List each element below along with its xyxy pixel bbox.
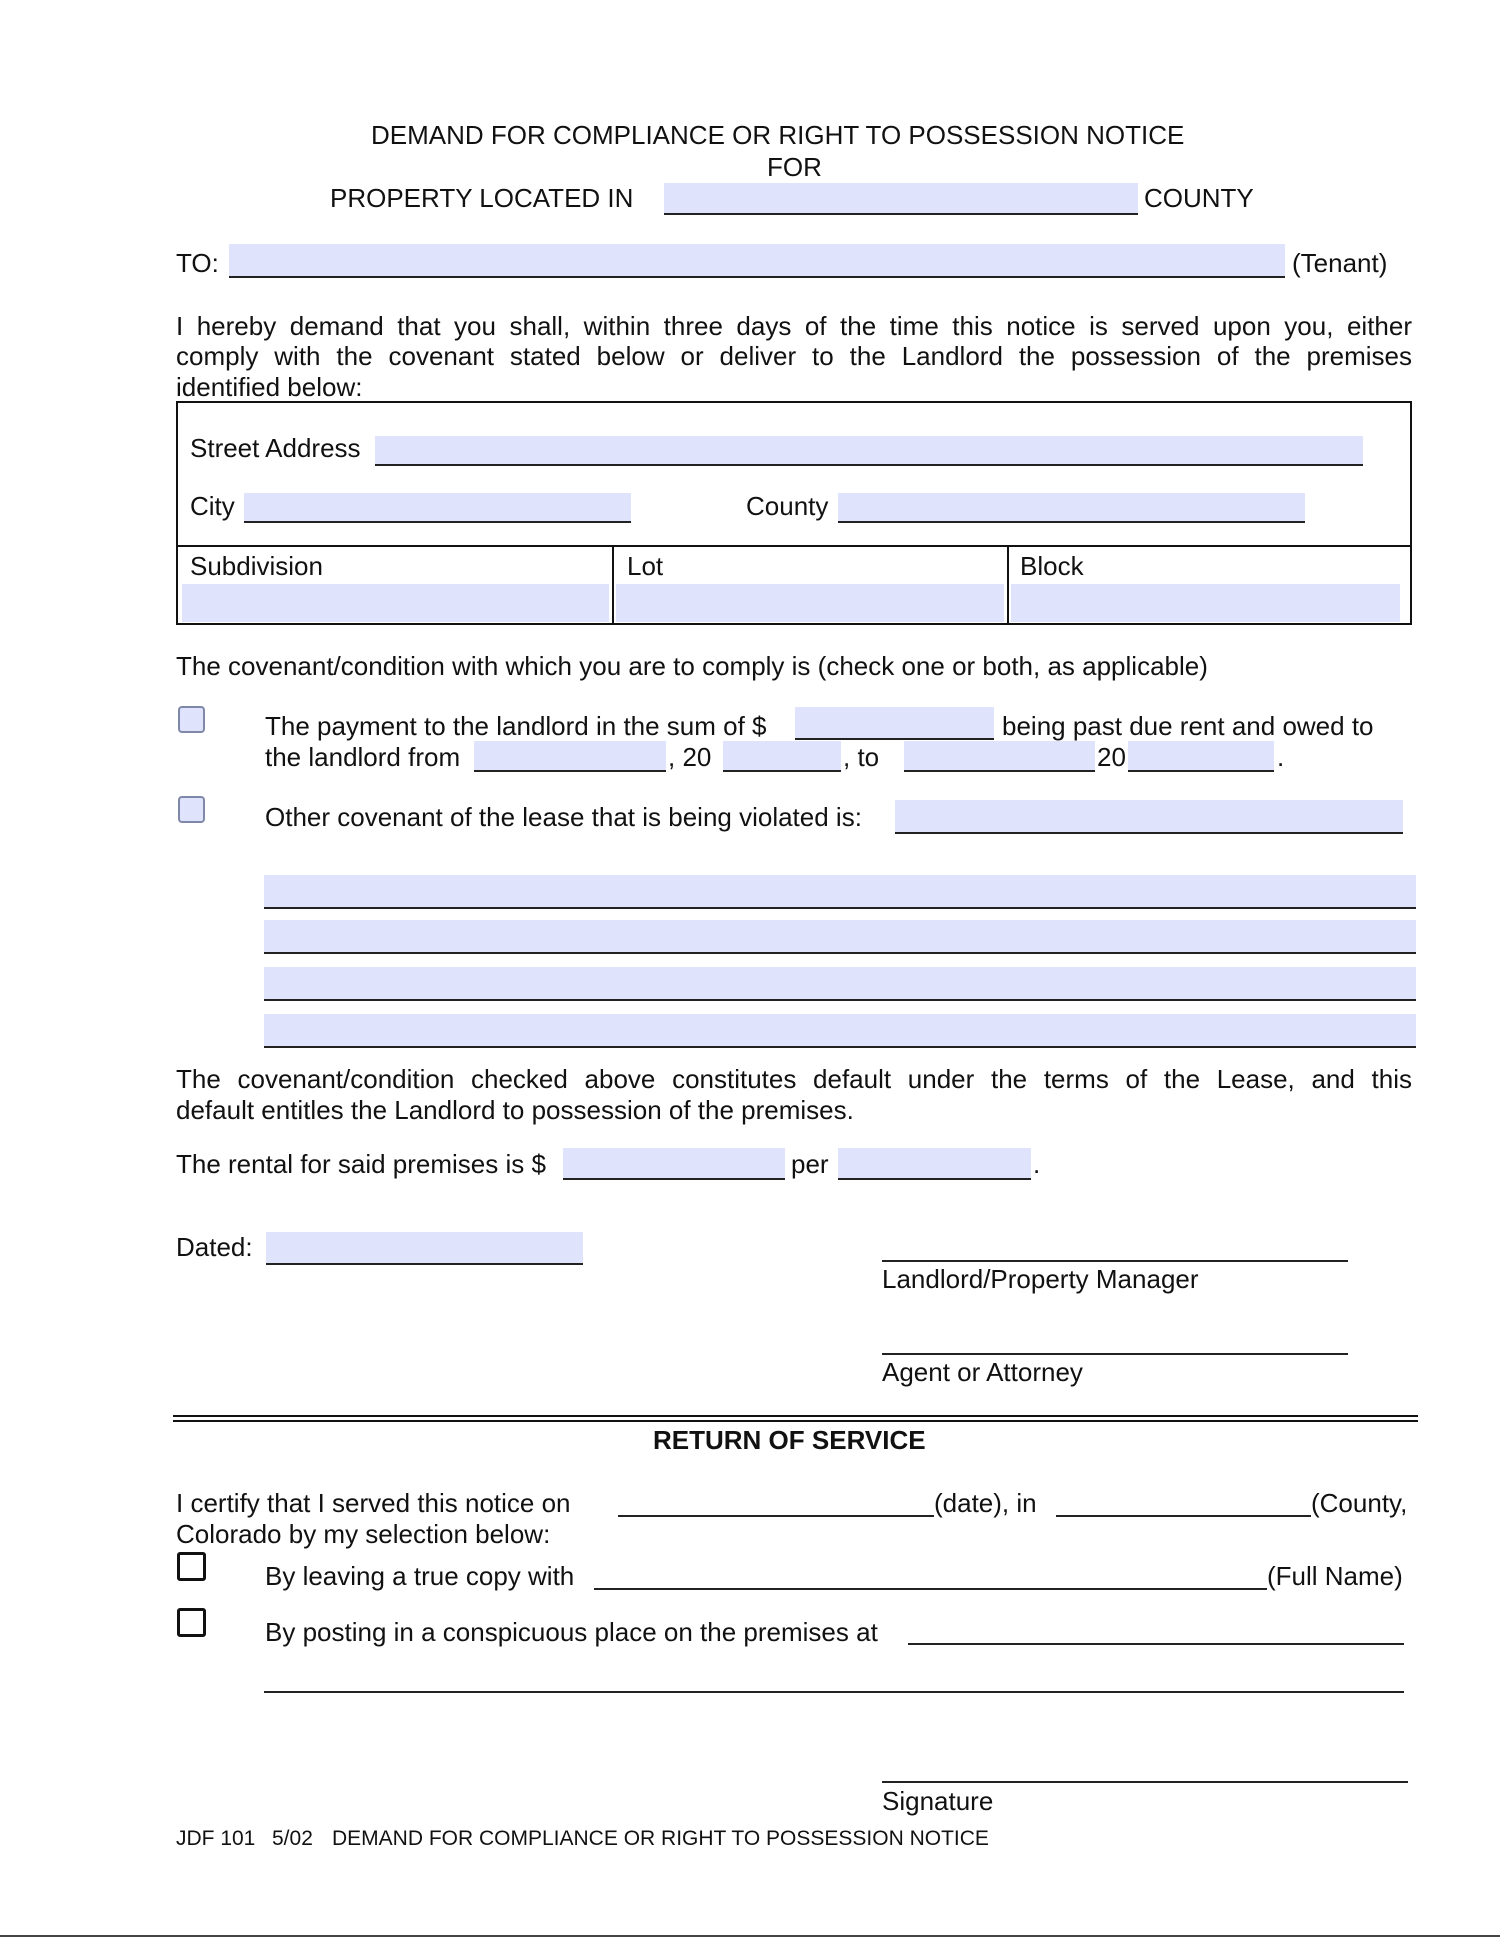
ros-line-1-prefix: I certify that I served this notice on xyxy=(176,1488,571,1518)
dated-field[interactable] xyxy=(266,1232,583,1265)
block-label: Block xyxy=(1020,551,1084,581)
signature-line[interactable] xyxy=(882,1781,1408,1783)
street-address-label: Street Address xyxy=(190,433,361,463)
ros-option-1-checkbox[interactable] xyxy=(177,1552,206,1581)
title-line-1: DEMAND FOR COMPLIANCE OR RIGHT TO POSSESSION NOTICE xyxy=(371,120,1185,150)
county-label: County xyxy=(746,491,829,521)
other-covenant-line-1[interactable] xyxy=(264,875,1416,909)
signature-label: Signature xyxy=(882,1786,994,1816)
ros-option-2-label: By posting in a conspicuous place on the premises at xyxy=(265,1617,878,1647)
covenant-intro: The covenant/condition with which you are to comply is (check one or both, as applicable) xyxy=(176,651,1208,681)
street-address-field[interactable] xyxy=(375,436,1363,466)
premises-divider-1 xyxy=(612,545,614,625)
default-line-2: default entitles the Landlord to possession of the premises. xyxy=(176,1095,854,1125)
other-covenant-line-2[interactable] xyxy=(264,920,1416,954)
payment-to-year-field[interactable] xyxy=(1128,741,1274,772)
ros-full-name-label: (Full Name) xyxy=(1267,1561,1403,1591)
title-line-2: FOR xyxy=(767,152,822,182)
default-line-1: The covenant/condition checked above constitutes default under the terms of the Lease, and this xyxy=(176,1064,1412,1094)
property-county-field[interactable] xyxy=(664,183,1138,215)
footer-date: 5/02 xyxy=(272,1827,313,1850)
rental-period-field[interactable] xyxy=(838,1148,1031,1180)
city-label: City xyxy=(190,491,235,521)
landlord-label: Landlord/Property Manager xyxy=(882,1264,1199,1294)
dated-label: Dated: xyxy=(176,1232,253,1262)
other-covenant-label: Other covenant of the lease that is being violated is: xyxy=(265,802,862,832)
other-covenant-line-3[interactable] xyxy=(264,967,1416,1001)
city-field[interactable] xyxy=(244,493,631,523)
payment-from-date-field[interactable] xyxy=(474,741,666,772)
other-covenant-field[interactable] xyxy=(895,800,1403,834)
subdivision-field[interactable] xyxy=(182,584,609,622)
payment-from-twenty: , 20 xyxy=(668,742,712,772)
payment-from-year-field[interactable] xyxy=(723,741,841,772)
section-divider-bottom xyxy=(173,1420,1418,1422)
intro-line-1: I hereby demand that you shall, within three days of the time this notice is served upon you, either xyxy=(176,311,1412,341)
to-label: TO: xyxy=(176,248,219,278)
rental-per-label: per xyxy=(791,1149,829,1179)
lot-label: Lot xyxy=(627,551,664,581)
payment-period: . xyxy=(1277,742,1285,772)
payment-from-label: the landlord from xyxy=(265,742,461,772)
ros-date-label: (date), in xyxy=(934,1488,1037,1518)
payment-amount-field[interactable] xyxy=(795,707,994,740)
title-line-3-suffix: COUNTY xyxy=(1144,183,1254,213)
payment-to-date-field[interactable] xyxy=(904,741,1095,772)
premises-divider xyxy=(176,545,1412,547)
agent-signature-line[interactable] xyxy=(882,1353,1348,1355)
subdivision-label: Subdivision xyxy=(190,551,323,581)
payment-line-1-prefix: The payment to the landlord in the sum of $ xyxy=(265,711,767,741)
tenant-label: (Tenant) xyxy=(1292,248,1388,278)
ros-option-2-checkbox[interactable] xyxy=(177,1608,206,1637)
ros-premises-line-1[interactable] xyxy=(908,1643,1404,1645)
rental-amount-field[interactable] xyxy=(563,1148,785,1180)
page-bottom-edge xyxy=(0,1935,1500,1937)
premises-divider-2 xyxy=(1007,545,1009,625)
block-field[interactable] xyxy=(1011,584,1400,622)
intro-line-3: identified below: xyxy=(176,372,363,402)
rental-period: . xyxy=(1033,1149,1041,1179)
ros-date-line[interactable] xyxy=(618,1515,934,1517)
ros-county-line[interactable] xyxy=(1056,1515,1311,1517)
title-line-3-prefix: PROPERTY LOCATED IN xyxy=(330,183,634,213)
other-covenant-line-4[interactable] xyxy=(264,1014,1416,1048)
ros-full-name-line[interactable] xyxy=(594,1588,1267,1590)
ros-option-1-label: By leaving a true copy with xyxy=(265,1561,575,1591)
tenant-name-field[interactable] xyxy=(229,244,1285,278)
payment-to-twenty: 20 xyxy=(1097,742,1126,772)
ros-premises-line-2[interactable] xyxy=(264,1691,1404,1693)
footer-title: DEMAND FOR COMPLIANCE OR RIGHT TO POSSESSION NOTICE xyxy=(332,1827,989,1850)
payment-line-1-suffix: being past due rent and owed to xyxy=(1002,711,1374,741)
landlord-signature-line[interactable] xyxy=(882,1260,1348,1262)
lot-field[interactable] xyxy=(616,584,1004,622)
intro-line-2: comply with the covenant stated below or deliver to the Landlord the possession of the premises xyxy=(176,341,1412,371)
agent-label: Agent or Attorney xyxy=(882,1357,1083,1387)
ros-line-2: Colorado by my selection below: xyxy=(176,1519,551,1549)
county-field[interactable] xyxy=(838,493,1305,523)
payment-checkbox[interactable] xyxy=(178,706,205,733)
footer-code: JDF 101 xyxy=(176,1827,256,1850)
ros-county-label: (County, xyxy=(1311,1488,1408,1518)
section-divider-top xyxy=(173,1415,1418,1417)
payment-to-label: , to xyxy=(843,742,880,772)
rental-prefix: The rental for said premises is $ xyxy=(176,1149,546,1179)
other-covenant-checkbox[interactable] xyxy=(178,796,205,823)
return-of-service-heading: RETURN OF SERVICE xyxy=(653,1425,926,1455)
